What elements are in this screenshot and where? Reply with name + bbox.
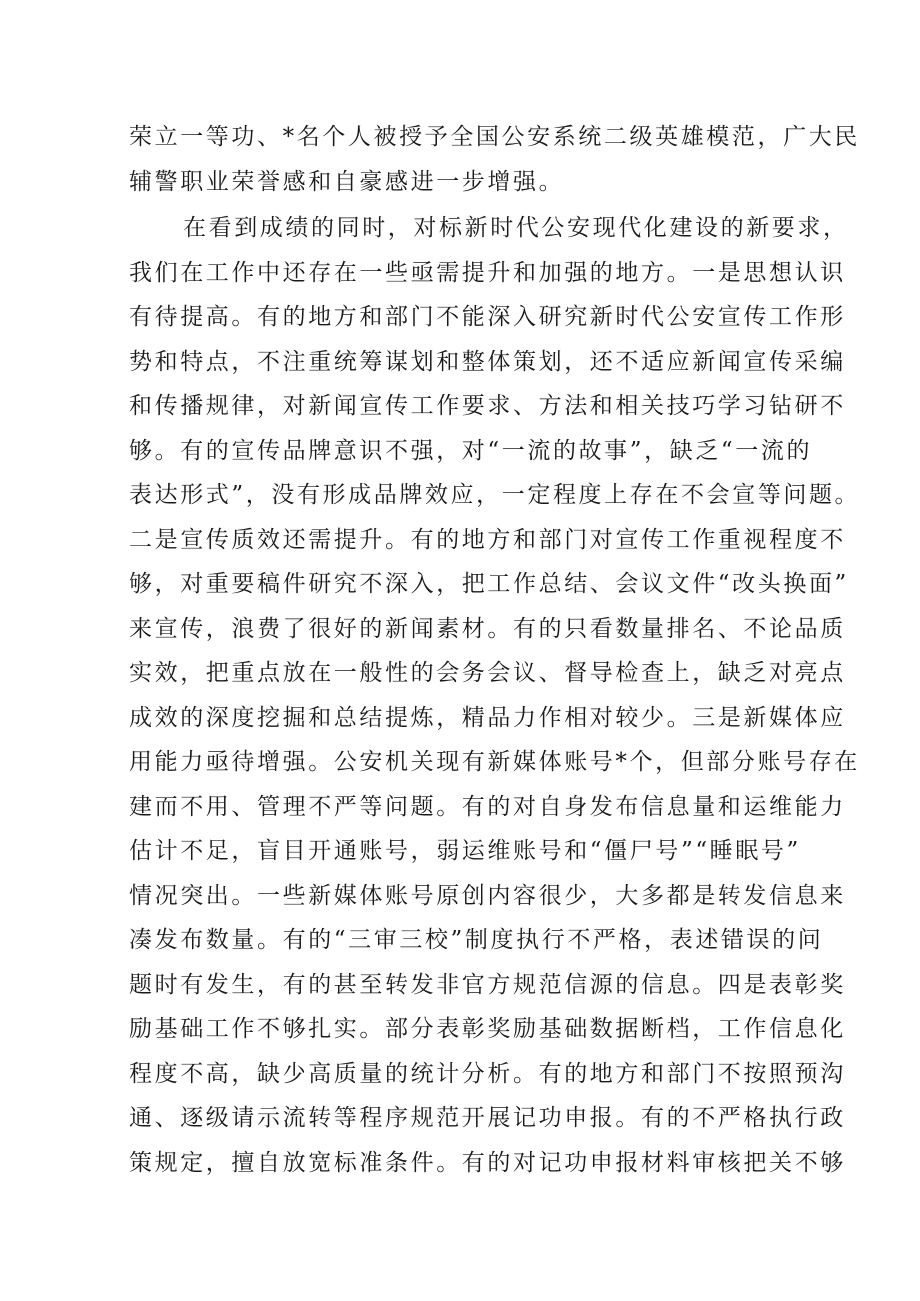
text-line: 我们在工作中还存在一些亟需提升和加强的地方。一是思想认识 [129, 259, 846, 286]
text-line: 荣立一等功、*名个人被授予全国公安系统二级英雄模范，广大民 [129, 124, 860, 150]
text-line: 势和特点，不注重统筹谋划和整体策划，还不适应新闻宣传采编 [129, 348, 846, 375]
text-line: 和传播规律，对新闻宣传工作要求、方法和相关技巧学习钻研不 [129, 393, 846, 419]
text-line: 凑发布数量。有的“三审三校”制度执行不严格，表述错误的问 [129, 927, 824, 953]
text-line: 二是宣传质效还需提升。有的地方和部门对宣传工作重视程度不 [129, 526, 846, 553]
text-line: 建而不用、管理不严等问题。有的对自身发布信息量和运维能力 [129, 793, 846, 820]
text-line: 情况突出。一些新媒体账号原创内容很少，大多都是转发信息来 [129, 882, 846, 909]
text-line: 程度不高，缺少高质量的统计分析。有的地方和部门不按照预沟 [129, 1060, 846, 1087]
body-text [129, 115, 861, 1185]
text-line: 来宣传，浪费了很好的新闻素材。有的只看数量排名、不论品质 [129, 615, 846, 642]
text-line: 有待提高。有的地方和部门不能深入研究新时代公安宣传工作形 [129, 304, 846, 330]
text-line: 表达形式”，没有形成品牌效应，一定程度上存在不会宣等问题。 [129, 482, 861, 508]
text-line: 策规定，擅自放宽标准条件。有的对记功申报材料审核把关不够 [129, 1149, 846, 1176]
text-line: 够，对重要稿件研究不深入，把工作总结、会议文件“改头换面” [129, 571, 849, 597]
text-line: 通、逐级请示流转等程序规范开展记功申报。有的不严格执行政 [129, 1105, 846, 1131]
text-line: 实效，把重点放在一般性的会务会议、督导检查上，缺乏对亮点 [129, 660, 846, 686]
text-line: 估计不足，盲目开通账号，弱运维账号和“僵尸号”“睡眠号” [129, 838, 801, 864]
text-line: 辅警职业荣誉感和自豪感进一步增强。 [129, 168, 565, 195]
text-line: 题时有发生，有的甚至转发非官方规范信源的信息。四是表彰奖 [129, 971, 846, 998]
paragraph-start-line: 在看到成绩的同时，对标新时代公安现代化建设的新要求， [183, 215, 849, 241]
text-line: 励基础工作不够扎实。部分表彰奖励基础数据断档，工作信息化 [129, 1016, 846, 1042]
text-line: 用能力亟待增强。公安机关现有新媒体账号*个，但部分账号存在 [129, 749, 860, 775]
text-line: 够。有的宣传品牌意识不强，对“一流的故事”，缺乏“一流的 [129, 437, 813, 464]
text-line: 成效的深度挖掘和总结提炼，精品力作相对较少。三是新媒体应 [129, 704, 846, 731]
